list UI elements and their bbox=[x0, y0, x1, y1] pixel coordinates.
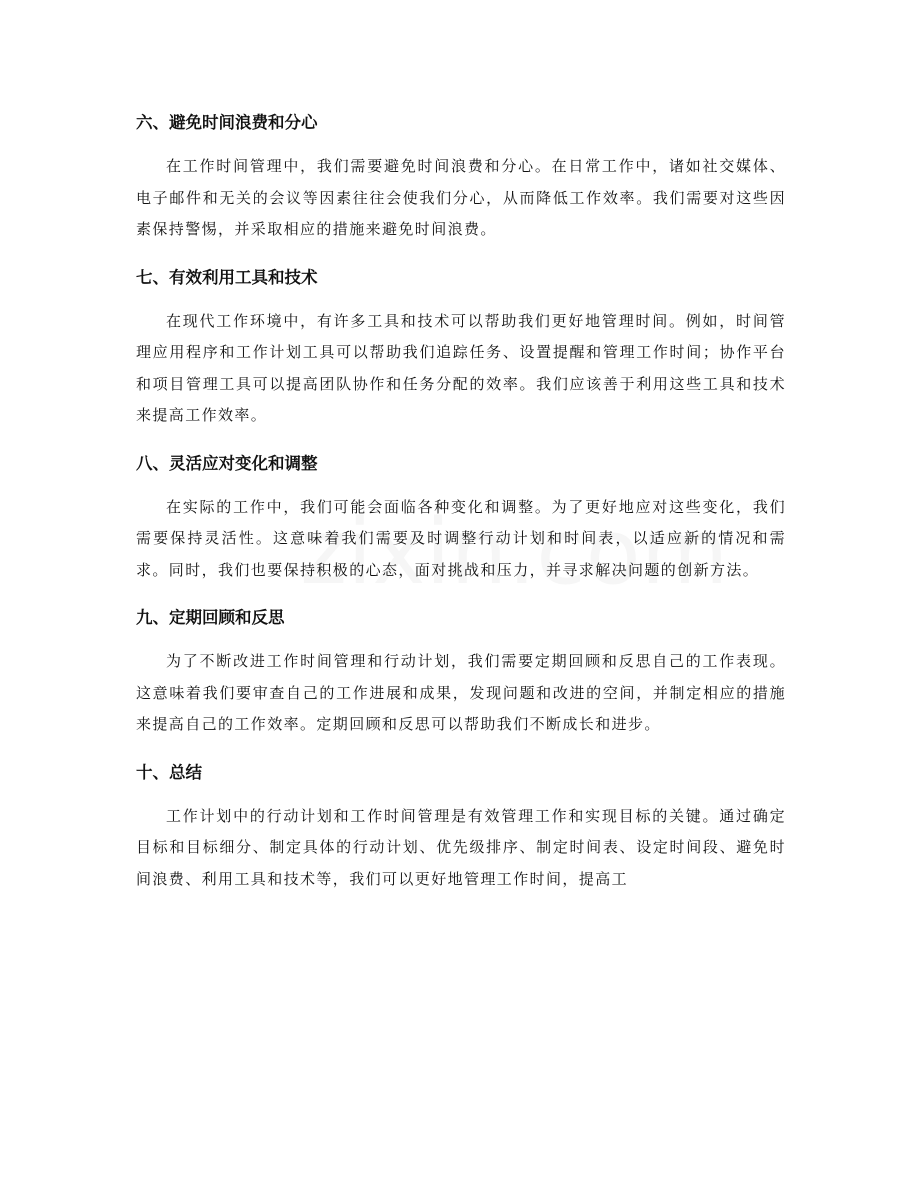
section-title: 十、总结 bbox=[136, 762, 202, 782]
section-paragraph: 在现代工作环境中，有许多工具和技术可以帮助我们更好地管理时间。例如，时间管理应用程序和工作计划工具可以帮助我们追踪任务、设置提醒和管理工作时间；协作平台和项目管理工具可以提高团队协作和任务分配的效率。我们应该善于利用这些工具和技术来提高工作效率。 bbox=[136, 311, 786, 424]
section-title: 九、定期回顾和反思 bbox=[136, 608, 285, 627]
section-6 bbox=[136, 104, 786, 246]
document-page bbox=[136, 104, 786, 908]
section-9 bbox=[136, 599, 786, 741]
section-title: 七、有效利用工具和技术 bbox=[136, 267, 318, 287]
section-title: 六、避免时间浪费和分心 bbox=[136, 113, 318, 132]
section-10 bbox=[136, 754, 786, 896]
section-8 bbox=[136, 445, 786, 587]
section-paragraph: 在实际的工作中，我们可能会面临各种变化和调整。为了更好地应对这些变化，我们需要保持灵活性。这意味着我们需要及时调整行动计划和时间表，以适应新的情况和需求。同时，我们也要保持积极的心态，面对挑战和压力，并寻求解决问题的创新方法。 bbox=[136, 497, 786, 579]
section-paragraph: 为了不断改进工作时间管理和行动计划，我们需要定期回顾和反思自己的工作表现。这意味着我们要审查自己的工作进展和成果，发现问题和改进的空间，并制定相应的措施来提高自己的工作效率。定期回顾和反思可以帮助我们不断成长和进步。 bbox=[136, 652, 786, 733]
section-paragraph: 在工作时间管理中，我们需要避免时间浪费和分心。在日常工作中，诸如社交媒体、电子邮件和无关的会议等因素往往会使我们分心，从而降低工作效率。我们需要对这些因素保持警惕，并采取相应的措施来避免时间浪费。 bbox=[136, 157, 786, 238]
section-paragraph: 工作计划中的行动计划和工作时间管理是有效管理工作和实现目标的关键。通过确定目标和目标细分、制定具体的行动计划、优先级排序、制定时间表、设定时间段、避免时间浪费、利用工具和技术等，我们可以更好地管理工作时间，提高工 bbox=[136, 806, 786, 888]
section-7 bbox=[136, 259, 786, 432]
section-title: 八、灵活应对变化和调整 bbox=[136, 453, 318, 473]
